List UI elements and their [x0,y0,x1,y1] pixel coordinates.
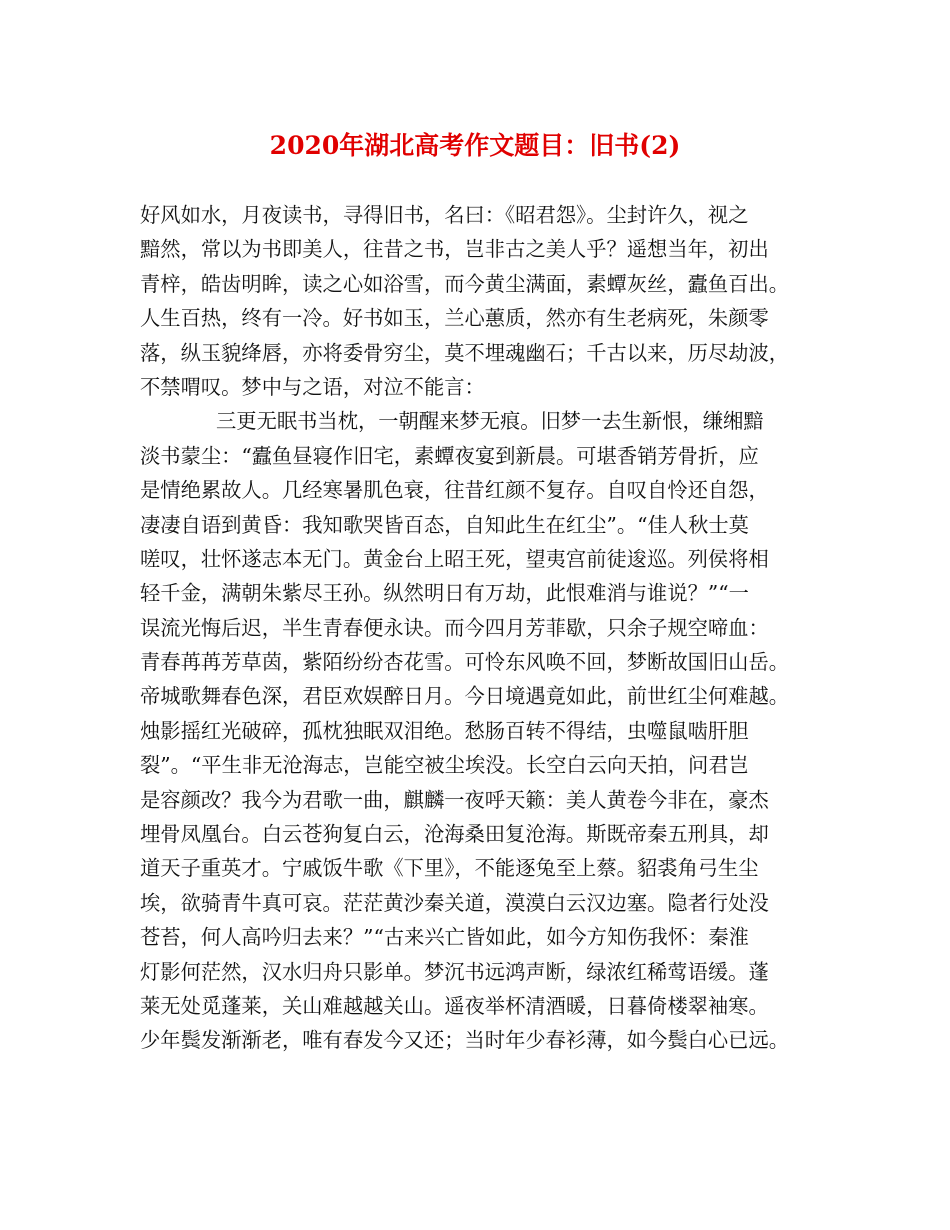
text-line-13: 误流光悔后迟，半生青春便永诀。而今四月芳菲歇，只余子规空啼血： [140,615,769,640]
text-line-4: 人生百热，终有一冷。好书如玉，兰心蕙质，然亦有生老病死，朱颜零 [140,306,769,331]
text-line-18: 是容颜改？我今为君歌一曲，麒麟一夜呼天籁：美人黄卷今非在，豪杰 [140,787,769,812]
text-line-24: 莱无处觅蓬莱，关山难越越关山。遥夜举杯清酒暖，日暮倚楼翠袖寒。 [140,993,769,1018]
text-line-12: 轻千金，满朝朱紫尽王孙。纵然明日有万劫，此恨难消与谁说？”“一 [140,581,749,606]
text-line-19: 埋骨凤凰台。白云苍狗复白云，沧海桑田复沧海。斯既帝秦五刑具，却 [140,822,769,847]
text-line-6: 不禁喟叹。梦中与之语，对泣不能言： [140,374,485,399]
text-line-20: 道天子重英才。宁戚饭牛歌《下里》，不能逐兔至上蔡。貂裘角弓生尘 [140,856,759,881]
text-line-11: 嗟叹，壮怀遂志本无门。黄金台上昭王死，望夷宫前徒逡巡。列侯将相 [140,546,769,571]
text-line-22: 苍苔，何人高吟归去来？”“古来兴亡皆如此，如今方知伤我怀：秦淮 [140,925,749,950]
text-line-1: 好风如水，月夜读书，寻得旧书，名曰：《昭君怨》。尘封许久，视之 [140,203,749,227]
page-title: 2020年湖北高考作文题目：旧书(2) [269,131,681,160]
text-line-17: 裂”。“平生非无沧海志，岂能空被尘埃没。长空白云向天拍，问君岂 [140,753,749,778]
text-line-25: 少年鬓发渐渐老，唯有春发今又还；当时年少春衫薄，如今鬓白心已远。 [140,1028,790,1053]
body-text [140,198,830,1058]
text-line-2: 黯然，常以为书即美人，往昔之书，岂非古之美人乎？遥想当年，初出 [140,237,769,262]
text-line-16: 烛影摇红光破碎，孤枕独眠双泪绝。愁肠百转不得结，虫噬鼠啮肝胆 [140,718,749,743]
text-line-15: 帝城歌舞春色深，君臣欢娱醉日月。今日境遇竟如此，前世红尘何难越。 [140,684,790,709]
text-line-8: 淡书蒙尘：“蠹鱼昼寝作旧宅，素蟫夜宴到新晨。可堪香销芳骨折，应 [140,443,759,468]
text-line-23: 灯影何茫然，汉水归舟只影单。梦沉书远鸿声断，绿浓红稀莺语缓。蓬 [140,959,769,984]
text-line-3: 青梓，皓齿明眸，读之心如浴雪，而今黄尘满面，素蟫灰丝，蠹鱼百出。 [140,271,790,296]
text-line-7: 三更无眠书当枕，一朝醒来梦无痕。旧梦一去生新恨，缣缃黯 [216,409,764,434]
text-line-9: 是情绝累故人。几经寒暑肌色衰，往昔红颜不复存。自叹自怜还自怨， [140,478,769,503]
text-line-14: 青春苒苒芳草茵，紫陌纷纷杏花雪。可怜东风唤不回，梦断故国旧山岳。 [140,650,790,675]
text-line-10: 凄凄自语到黄昏：我知歌哭皆百态，自知此生在红尘”。“佳人秋士莫 [140,512,749,537]
text-line-5: 落，纵玉貌绛唇，亦将委骨穷尘，莫不埋魂幽石；千古以来，历尽劫波， [140,340,790,365]
text-line-21: 埃，欲骑青牛真可哀。茫茫黄沙秦关道，漠漠白云汉边塞。隐者行处没 [140,890,769,915]
